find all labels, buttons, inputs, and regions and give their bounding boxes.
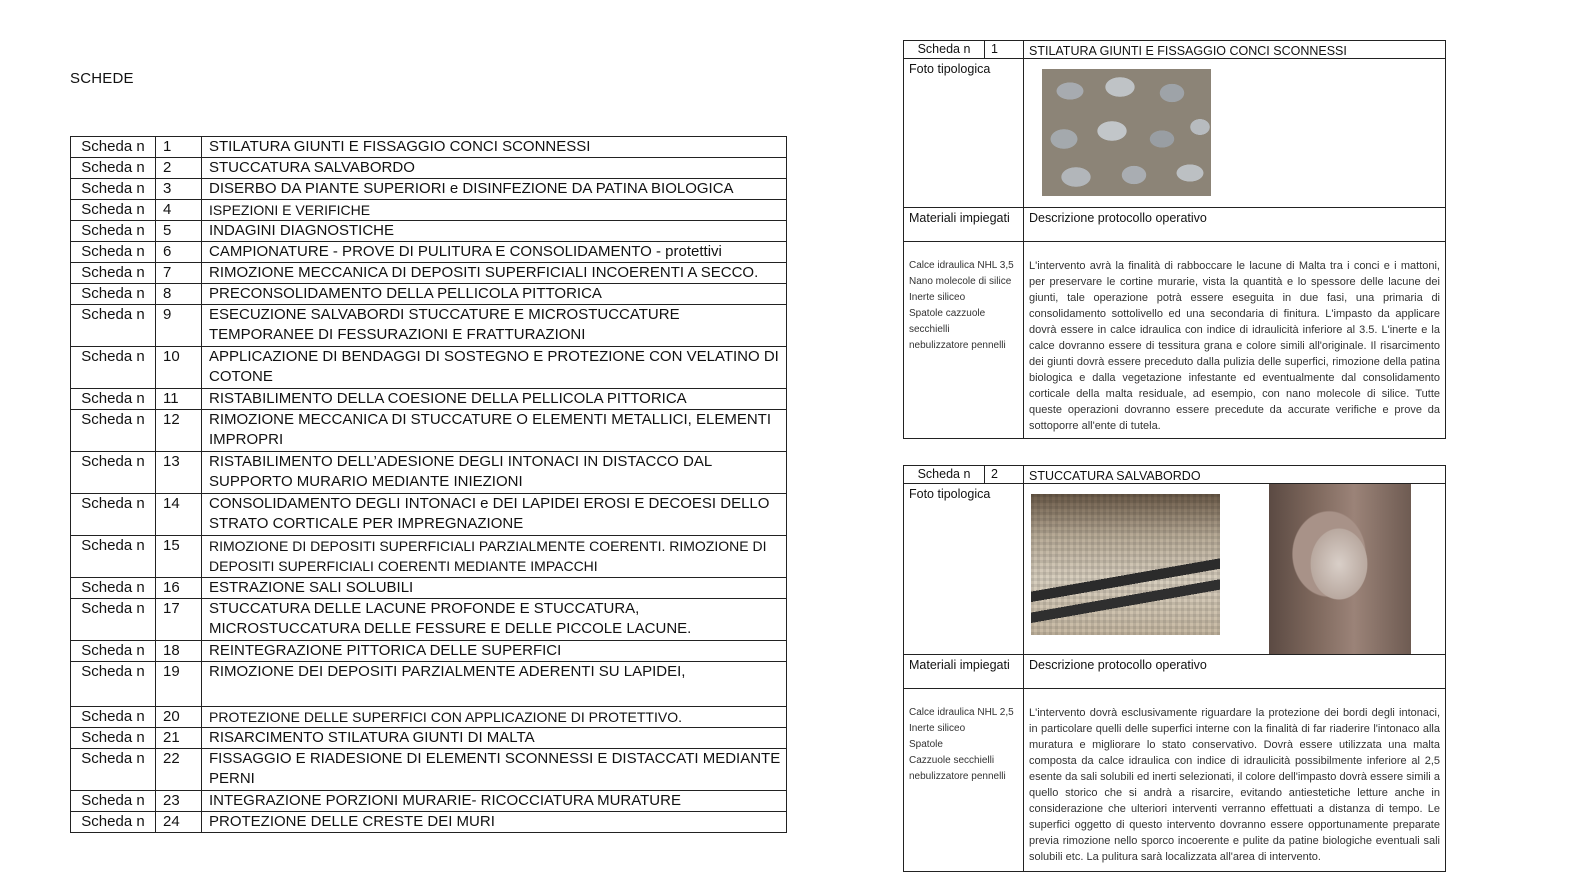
index-scheda-number: 22 [156, 749, 202, 791]
index-row [71, 791, 787, 812]
index-scheda-label: Scheda n [71, 179, 156, 200]
index-scheda-title: STILATURA GIUNTI E FISSAGGIO CONCI SCONNESSI [202, 137, 787, 158]
index-scheda-number: 6 [156, 242, 202, 263]
index-scheda-title: INTEGRAZIONE PORZIONI MURARIE- RICOCCIATURA MURATURE [202, 791, 787, 812]
index-scheda-number: 5 [156, 221, 202, 242]
index-scheda-title: STUCCATURA DELLE LACUNE PROFONDE E STUCCATURA, MICROSTUCCATURA DELLE FESSURE E DELLE PICCOLE LACUNE. [202, 599, 787, 641]
index-scheda-number: 18 [156, 641, 202, 662]
index-scheda-number: 4 [156, 200, 202, 221]
index-row [71, 242, 787, 263]
index-scheda-label: Scheda n [71, 728, 156, 749]
index-scheda-number: 24 [156, 812, 202, 833]
index-row [71, 284, 787, 305]
index-scheda-label: Scheda n [71, 749, 156, 791]
index-scheda-label: Scheda n [71, 641, 156, 662]
card-number: 1 [991, 42, 998, 56]
index-row [71, 641, 787, 662]
photo-label: Foto tipologica [904, 484, 1024, 654]
index-scheda-number: 1 [156, 137, 202, 158]
index-scheda-number: 15 [156, 536, 202, 578]
index-row [71, 389, 787, 410]
index-scheda-title: RISTABILIMENTO DELL’ADESIONE DEGLI INTONACI IN DISTACCO DAL SUPPORTO MURARIO MEDIANTE INIEZIONI [202, 452, 787, 494]
index-scheda-title: INDAGINI DIAGNOSTICHE [202, 221, 787, 242]
card-title: STUCCATURA SALVABORDO [1029, 469, 1201, 483]
index-scheda-number: 11 [156, 389, 202, 410]
index-scheda-number: 21 [156, 728, 202, 749]
index-scheda-label: Scheda n [71, 494, 156, 536]
index-scheda-title: RISTABILIMENTO DELLA COESIONE DELLA PELLICOLA PITTORICA [202, 389, 787, 410]
index-row [71, 452, 787, 494]
index-scheda-title: REINTEGRAZIONE PITTORICA DELLE SUPERFICI [202, 641, 787, 662]
index-row [71, 221, 787, 242]
index-scheda-label: Scheda n [71, 599, 156, 641]
index-row [71, 812, 787, 833]
index-scheda-number: 23 [156, 791, 202, 812]
plaster-repair-photo [1269, 484, 1411, 654]
index-scheda-title: PRECONSOLIDAMENTO DELLA PELLICOLA PITTORICA [202, 284, 787, 305]
index-row [71, 179, 787, 200]
mosaic-edge-photo [1031, 494, 1220, 635]
page-heading: SCHEDE [70, 70, 134, 87]
index-scheda-title: RIMOZIONE MECCANICA DI DEPOSITI SUPERFICIALI INCOERENTI A SECCO. [202, 263, 787, 284]
card-label: Scheda n [904, 466, 985, 483]
index-row [71, 707, 787, 728]
index-scheda-title: RISARCIMENTO STILATURA GIUNTI DI MALTA [202, 728, 787, 749]
card-title: STILATURA GIUNTI E FISSAGGIO CONCI SCONNESSI [1029, 44, 1347, 58]
index-scheda-label: Scheda n [71, 452, 156, 494]
index-scheda-label: Scheda n [71, 305, 156, 347]
index-scheda-title: ISPEZIONI E VERIFICHE [202, 200, 787, 221]
index-scheda-label: Scheda n [71, 158, 156, 179]
index-row [71, 347, 787, 389]
description-label: Descrizione protocollo operativo [1029, 658, 1207, 672]
index-scheda-label: Scheda n [71, 137, 156, 158]
index-row [71, 728, 787, 749]
index-scheda-label: Scheda n [71, 791, 156, 812]
index-row [71, 200, 787, 221]
materials-list: Calce idraulica NHL 2,5 Inerte siliceo Spatole Cazzuole secchielli nebulizzatore pennelli [904, 689, 1024, 871]
card-number: 2 [991, 467, 998, 481]
index-scheda-title: STUCCATURA SALVABORDO [202, 158, 787, 179]
index-scheda-title: ESECUZIONE SALVABORDI STUCCATURE E MICROSTUCCATURE TEMPORANEE DI FESSURAZIONI E FRATTURAZIONI [202, 305, 787, 347]
index-scheda-label: Scheda n [71, 812, 156, 833]
index-scheda-label: Scheda n [71, 263, 156, 284]
description-label: Descrizione protocollo operativo [1029, 211, 1207, 225]
index-scheda-title: RIMOZIONE DI DEPOSITI SUPERFICIALI PARZIALMENTE COERENTI. RIMOZIONE DI DEPOSITI SUPERFICIALI COERENTI MEDIANTE IMPACCHI [202, 536, 787, 578]
index-scheda-title: RIMOZIONE MECCANICA DI STUCCATURE O ELEMENTI METALLICI, ELEMENTI IMPROPRI [202, 410, 787, 452]
index-scheda-title: ESTRAZIONE SALI SOLUBILI [202, 578, 787, 599]
index-scheda-label: Scheda n [71, 221, 156, 242]
index-row [71, 536, 787, 578]
index-scheda-title: FISSAGGIO E RIADESIONE DI ELEMENTI SCONNESSI E DISTACCATI MEDIANTE PERNI [202, 749, 787, 791]
index-scheda-title: CAMPIONATURE - PROVE DI PULITURA E CONSOLIDAMENTO - protettivi [202, 242, 787, 263]
index-scheda-number: 9 [156, 305, 202, 347]
index-row [71, 599, 787, 641]
index-scheda-label: Scheda n [71, 578, 156, 599]
index-scheda-title: DISERBO DA PIANTE SUPERIORI e DISINFEZIONE DA PATINA BIOLOGICA [202, 179, 787, 200]
index-scheda-number: 13 [156, 452, 202, 494]
index-row [71, 494, 787, 536]
index-scheda-number: 12 [156, 410, 202, 452]
schede-index-table [70, 136, 787, 833]
index-scheda-number: 2 [156, 158, 202, 179]
index-scheda-label: Scheda n [71, 707, 156, 728]
index-scheda-label: Scheda n [71, 410, 156, 452]
index-row [71, 662, 787, 707]
index-scheda-title: PROTEZIONE DELLE CRESTE DEI MURI [202, 812, 787, 833]
index-scheda-number: 14 [156, 494, 202, 536]
index-scheda-title: APPLICAZIONE DI BENDAGGI DI SOSTEGNO E PROTEZIONE CON VELATINO DI COTONE [202, 347, 787, 389]
protocol-description: L'intervento dovrà esclusivamente riguardare la protezione dei bordi degli intonaci, in particolare quelli delle superfici interne con la finalità di far riaderire l'intonaco alla muratura e migliorare lo stato conservativo. Dovrà essere utilizzata una malta composta da calce idraulica con indice di idraulicità possibilmente inferiore al 2,5 esente da sali solubili ed inerti selezionati, il colore dell'impasto dovrà essere simili a quello storico che si andrà a risarcire, evitando antiestetiche letture anche in considerazione che ulteriori interventi verranno effettuati a distanza di tempo. Le superfici oggetto di questo intervento dovranno essere opportunamente preparate previa rimozione nello sporco incoerente e pulite da patine biologiche eventuali sali solubili etc. La pulitura sarà localizzata all'area di intervento. [1029, 707, 1440, 863]
index-scheda-number: 3 [156, 179, 202, 200]
card-label: Scheda n [904, 41, 985, 58]
materials-label: Materiali impiegati [904, 208, 1024, 241]
index-scheda-number: 7 [156, 263, 202, 284]
index-scheda-label: Scheda n [71, 536, 156, 578]
index-scheda-label: Scheda n [71, 200, 156, 221]
index-scheda-label: Scheda n [71, 662, 156, 707]
index-row [71, 578, 787, 599]
index-scheda-title: RIMOZIONE DEI DEPOSITI PARZIALMENTE ADERENTI SU LAPIDEI, [202, 662, 787, 707]
index-row [71, 158, 787, 179]
materials-label: Materiali impiegati [904, 655, 1024, 688]
index-scheda-title: PROTEZIONE DELLE SUPERFICI CON APPLICAZIONE DI PROTETTIVO. [202, 707, 787, 728]
index-row [71, 137, 787, 158]
index-scheda-number: 8 [156, 284, 202, 305]
index-scheda-label: Scheda n [71, 242, 156, 263]
photo-label: Foto tipologica [904, 59, 1024, 207]
materials-list: Calce idraulica NHL 3,5 Nano molecole di silice Inerte siliceo Spatole cazzuole secchielli nebulizzatore pennelli [904, 242, 1024, 438]
protocol-description: L'intervento avrà la finalità di rabboccare le lacune di Malta tra i conci e i mattoni, per preservare le cortine murarie, vista la quantità e lo spessore delle lacune dei giunti, tale operazione potrà essere eseguita in due fasi, una primaria di consolidamento sottolivello ed una secondaria di finitura. L'impasto da applicare dovrà essere in calce idraulica con indice di idraulicità inferiore al 3.5. L'inerte e la calce dovranno essere di tessitura grana e colore simili all'originale. Il risarcimento dei giunti dovrà essere preceduto dalla pulizia delle superfici, rimozione della patina biologica e dalla vegetazione infestante ed eventualmente dal consolidamento corticale della malta residuale, ad esempio, con nano molecole di silice. Tutte queste operazioni dovranno essere precedute da accurate verifiche e prove da sottoporre all'ente di tutela. [1029, 260, 1440, 432]
index-row [71, 263, 787, 284]
index-scheda-label: Scheda n [71, 347, 156, 389]
stone-wall-photo [1042, 69, 1211, 196]
index-row [71, 410, 787, 452]
index-scheda-number: 16 [156, 578, 202, 599]
scheda-card-2 [903, 465, 1446, 872]
index-scheda-number: 20 [156, 707, 202, 728]
index-scheda-label: Scheda n [71, 284, 156, 305]
index-scheda-number: 10 [156, 347, 202, 389]
index-scheda-number: 17 [156, 599, 202, 641]
index-scheda-label: Scheda n [71, 389, 156, 410]
index-scheda-title: CONSOLIDAMENTO DEGLI INTONACI e DEI LAPIDEI EROSI E DECOESI DELLO STRATO CORTICALE PER IMPREGNAZIONE [202, 494, 787, 536]
index-row [71, 749, 787, 791]
index-row [71, 305, 787, 347]
scheda-card-1 [903, 40, 1446, 439]
index-scheda-number: 19 [156, 662, 202, 707]
